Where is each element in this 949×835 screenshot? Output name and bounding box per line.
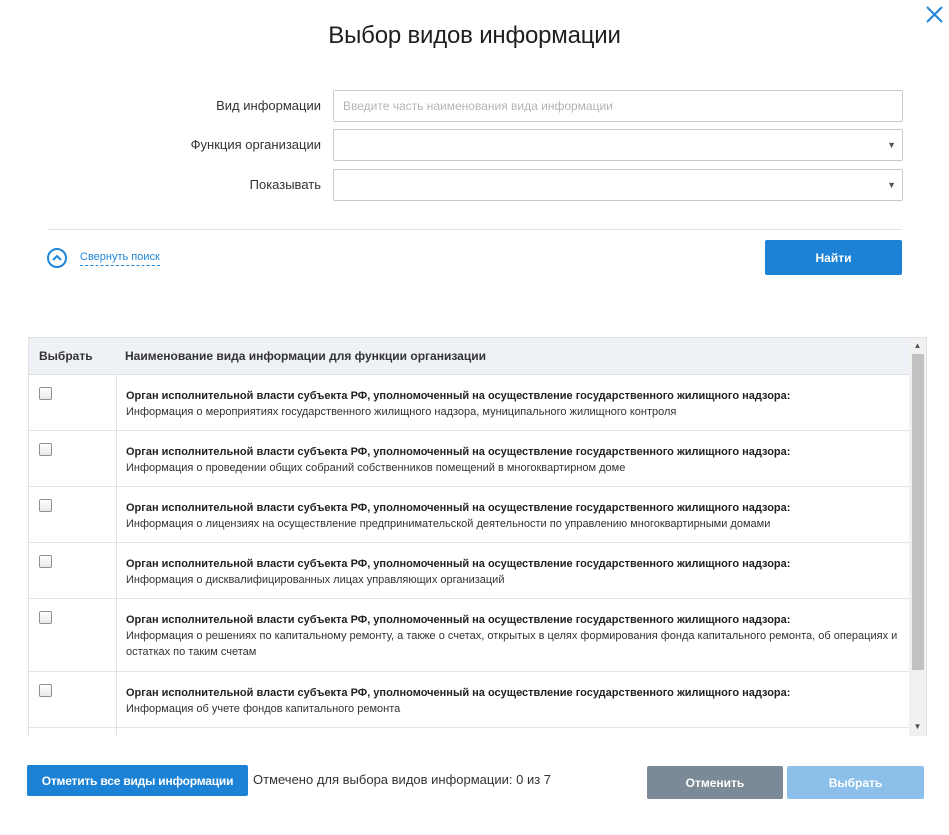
info-type-label: Вид информации xyxy=(216,98,321,113)
org-function-row xyxy=(0,129,949,161)
column-header-select: Выбрать xyxy=(39,349,93,363)
row-checkbox[interactable] xyxy=(39,387,52,400)
mark-all-button[interactable]: Отметить все виды информации xyxy=(27,765,248,796)
row-checkbox[interactable] xyxy=(39,555,52,568)
row-checkbox[interactable] xyxy=(39,499,52,512)
table-row xyxy=(29,487,909,543)
name-cell xyxy=(29,543,909,598)
org-function-text: Орган исполнительной власти субъекта РФ, уполномоченный на осуществление государственного жилищного надзора: xyxy=(126,446,791,458)
table-scrollbar[interactable] xyxy=(909,338,926,736)
caret-down-icon: ▼ xyxy=(887,180,896,190)
info-types-table xyxy=(28,337,927,736)
table-body xyxy=(29,375,909,736)
show-row xyxy=(0,169,949,201)
table-row xyxy=(29,431,909,487)
name-cell xyxy=(29,599,909,670)
info-type-text: Информация о мероприятиях государственного жилищного надзора, муниципального жилищного контроля xyxy=(126,406,677,418)
form-divider xyxy=(47,229,902,230)
table-row xyxy=(29,728,909,736)
select-cell xyxy=(29,431,117,486)
org-function-select[interactable] xyxy=(333,129,903,161)
collapse-search-link[interactable] xyxy=(47,246,160,270)
collapse-search-label: Свернуть поиск xyxy=(80,251,160,266)
caret-down-icon: ▼ xyxy=(887,140,896,150)
show-label: Показывать xyxy=(249,177,321,192)
column-header-name: Наименование вида информации для функции организации xyxy=(125,349,486,363)
name-cell xyxy=(29,431,909,486)
name-cell xyxy=(29,375,909,430)
scroll-down-arrow-icon[interactable]: ▼ xyxy=(913,722,922,731)
chevron-up-circle-icon xyxy=(47,248,67,268)
row-checkbox[interactable] xyxy=(39,684,52,697)
find-button[interactable]: Найти xyxy=(765,240,902,275)
org-function-label: Функция организации xyxy=(190,137,321,152)
select-cell xyxy=(29,599,117,671)
info-type-text: Информация о лицензиях на осуществление предпринимательской деятельности по управлению многоквартирными домами xyxy=(126,518,771,530)
table-header xyxy=(29,338,909,375)
info-type-text: Информация о дисквалифицированных лицах управляющих организаций xyxy=(126,574,505,586)
show-select[interactable] xyxy=(333,169,903,201)
table-row xyxy=(29,543,909,599)
info-type-field-box xyxy=(333,90,903,122)
info-type-text: Информация об учете фондов капитального ремонта xyxy=(126,703,401,715)
info-type-text: Информация о проведении общих собраний собственников помещений в многоквартирном доме xyxy=(126,462,626,474)
scroll-up-arrow-icon[interactable]: ▲ xyxy=(913,341,922,350)
select-cell xyxy=(29,543,117,598)
org-function-text: Орган исполнительной власти субъекта РФ, уполномоченный на осуществление государственного жилищного надзора: xyxy=(126,390,791,402)
table-row xyxy=(29,599,909,672)
org-function-text: Орган исполнительной власти субъекта РФ, уполномоченный на осуществление государственного жилищного надзора: xyxy=(126,687,791,699)
name-cell xyxy=(29,672,909,727)
org-function-text: Орган исполнительной власти субъекта РФ, уполномоченный на осуществление государственного жилищного надзора: xyxy=(126,502,791,514)
scrollbar-thumb[interactable] xyxy=(912,354,924,670)
selection-counter: Отмечено для выбора видов информации: 0 из 7 xyxy=(253,772,552,787)
row-checkbox[interactable] xyxy=(39,611,52,624)
org-function-text: Орган исполнительной власти субъекта РФ, уполномоченный на осуществление государственного жилищного надзора: xyxy=(126,558,791,570)
select-cell xyxy=(29,672,117,727)
select-cell xyxy=(29,375,117,430)
name-cell xyxy=(29,728,909,736)
org-function-text: Орган исполнительной власти субъекта РФ, уполномоченный на осуществление государственного жилищного надзора: xyxy=(126,614,791,626)
row-checkbox[interactable] xyxy=(39,443,52,456)
select-cell xyxy=(29,487,117,542)
cancel-button[interactable]: Отменить xyxy=(647,766,783,799)
table-row xyxy=(29,375,909,431)
select-cell xyxy=(29,728,117,736)
name-cell xyxy=(29,487,909,542)
info-type-row xyxy=(0,90,949,122)
select-button[interactable]: Выбрать xyxy=(787,766,924,799)
info-type-text: Информация о решениях по капитальному ремонту, а также о счетах, открытых в целях формирования фонда капитального ремонта, об операциях и остатках по таким счетам xyxy=(126,630,898,658)
dialog-title: Выбор видов информации xyxy=(328,22,621,49)
table-row xyxy=(29,672,909,728)
info-type-input[interactable] xyxy=(334,91,902,121)
